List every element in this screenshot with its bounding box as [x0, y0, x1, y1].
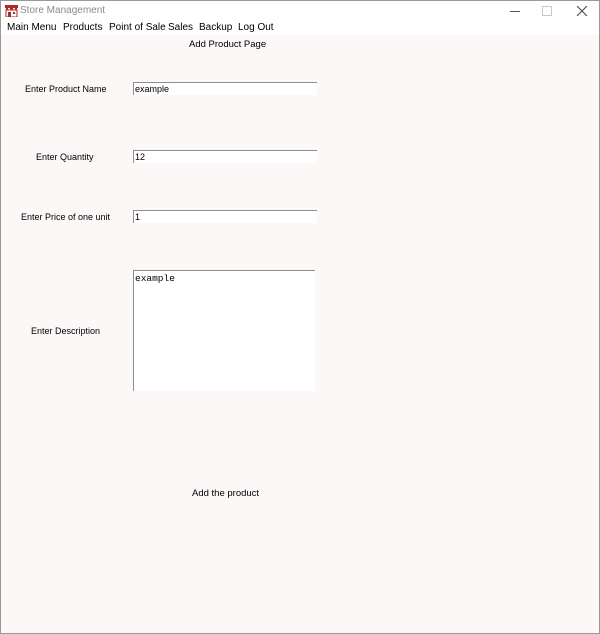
store-icon	[5, 5, 18, 17]
maximize-icon	[542, 6, 552, 16]
menu-bar	[1, 21, 599, 35]
description-textarea[interactable]	[133, 270, 315, 391]
quantity-label: Enter Quantity	[36, 152, 94, 162]
menu-point-of-sale[interactable]: Point of Sale	[109, 22, 166, 33]
maximize-button[interactable]	[531, 1, 563, 21]
menu-backup[interactable]: Backup	[199, 22, 233, 33]
menu-sales[interactable]: Sales	[168, 22, 194, 33]
title-bar[interactable]	[1, 1, 599, 21]
price-label: Enter Price of one unit	[21, 212, 111, 222]
window-title: Store Management	[20, 5, 106, 16]
page-title: Add Product Page	[189, 39, 267, 50]
product-name-label: Enter Product Name	[25, 84, 107, 94]
menu-log-out[interactable]: Log Out	[238, 22, 274, 33]
minimize-button[interactable]	[499, 1, 531, 21]
description-label: Enter Description	[31, 326, 101, 336]
product-name-input[interactable]	[133, 82, 317, 95]
add-product-button[interactable]: Add the product	[192, 488, 260, 499]
price-input[interactable]	[133, 210, 317, 223]
quantity-input[interactable]	[133, 150, 317, 163]
menu-products[interactable]: Products	[63, 22, 103, 33]
menu-main-menu[interactable]: Main Menu	[7, 22, 57, 33]
close-button[interactable]	[566, 1, 598, 21]
minimize-icon	[510, 6, 520, 16]
close-icon	[577, 6, 587, 16]
